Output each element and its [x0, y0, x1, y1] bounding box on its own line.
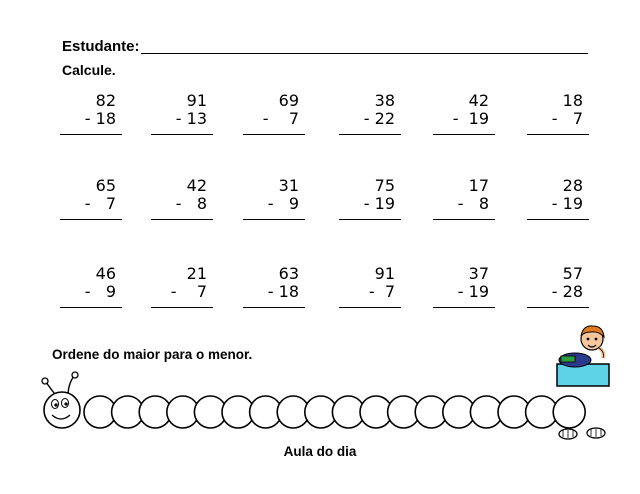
caterpillar-feet [559, 428, 605, 439]
minuend: 18 [562, 91, 583, 110]
answer-line[interactable] [339, 134, 401, 135]
caterpillar-head [44, 392, 80, 428]
student-name-line[interactable] [141, 53, 588, 54]
problem-r2-c6 [527, 177, 597, 227]
problem-r3-c5 [433, 265, 503, 315]
minuend: 91 [186, 91, 207, 110]
answer-line[interactable] [339, 219, 401, 220]
minuend: 65 [95, 176, 116, 195]
minuend: 38 [374, 91, 395, 110]
ordering-instruction: Ordene do maior para o menor. [52, 347, 253, 362]
answer-line[interactable] [339, 307, 401, 308]
subtrahend: - 19 [452, 109, 489, 128]
subtrahend: - 18 [84, 109, 116, 128]
subtrahend: - 7 [84, 194, 116, 213]
answer-line[interactable] [243, 219, 305, 220]
subtrahend: - 19 [363, 194, 395, 213]
subtrahend: - 7 [262, 109, 299, 128]
problem-r3-c1 [60, 265, 130, 315]
answer-line[interactable] [60, 219, 122, 220]
instruction-text: Calcule. [62, 62, 116, 78]
minuend: 31 [278, 176, 299, 195]
subtrahend: - 8 [457, 194, 489, 213]
minuend: 75 [374, 176, 395, 195]
subtrahend: - 9 [84, 282, 116, 301]
problem-r1-c1 [60, 92, 130, 142]
answer-line[interactable] [243, 307, 305, 308]
caterpillar-segment[interactable] [553, 396, 585, 428]
student-label: Estudante: [62, 38, 140, 55]
problem-r2-c3 [243, 177, 313, 227]
minuend: 63 [278, 264, 299, 283]
problem-r1-c3 [243, 92, 313, 142]
problem-r2-c5 [433, 177, 503, 227]
problem-r3-c4 [339, 265, 409, 315]
subtrahend: - 22 [363, 109, 395, 128]
answer-line[interactable] [151, 219, 213, 220]
minuend: 69 [278, 91, 299, 110]
minuend: 21 [186, 264, 207, 283]
answer-line[interactable] [433, 134, 495, 135]
child-shirt [561, 356, 575, 362]
problem-r1-c6 [527, 92, 597, 142]
subtrahend: - 13 [175, 109, 207, 128]
minuend: 42 [468, 91, 489, 110]
answer-line[interactable] [60, 307, 122, 308]
subtrahend: - 18 [267, 282, 299, 301]
problem-r2-c2 [151, 177, 221, 227]
answer-line[interactable] [151, 134, 213, 135]
problem-r3-c3 [243, 265, 313, 315]
minuend: 17 [468, 176, 489, 195]
minuend: 57 [562, 264, 583, 283]
subtrahend: - 7 [368, 282, 395, 301]
minuend: 46 [95, 264, 116, 283]
minuend: 37 [468, 264, 489, 283]
answer-line[interactable] [151, 307, 213, 308]
answer-line[interactable] [527, 134, 589, 135]
answer-line[interactable] [433, 219, 495, 220]
caterpillar-ordering-chain [38, 370, 618, 444]
problem-r1-c4 [339, 92, 409, 142]
subtrahend: - 19 [457, 282, 489, 301]
problem-r2-c4 [339, 177, 409, 227]
subtrahend: - 7 [551, 109, 583, 128]
subtrahend: - 9 [267, 194, 299, 213]
footer-credit: Aula do dia [283, 444, 357, 459]
answer-line[interactable] [527, 219, 589, 220]
problem-r1-c5 [433, 92, 503, 142]
subtrahend: - 8 [175, 194, 207, 213]
answer-line[interactable] [433, 307, 495, 308]
minuend: 28 [562, 176, 583, 195]
problem-r3-c2 [151, 265, 221, 315]
minuend: 91 [374, 264, 395, 283]
answer-line[interactable] [243, 134, 305, 135]
answer-line[interactable] [60, 134, 122, 135]
minuend: 82 [95, 91, 116, 110]
subtrahend: - 28 [551, 282, 583, 301]
subtrahend: - 7 [170, 282, 207, 301]
problem-r3-c6 [527, 265, 597, 315]
subtrahend: - 19 [551, 194, 583, 213]
minuend: 42 [186, 176, 207, 195]
problem-r1-c2 [151, 92, 221, 142]
answer-line[interactable] [527, 307, 589, 308]
problem-r2-c1 [60, 177, 130, 227]
